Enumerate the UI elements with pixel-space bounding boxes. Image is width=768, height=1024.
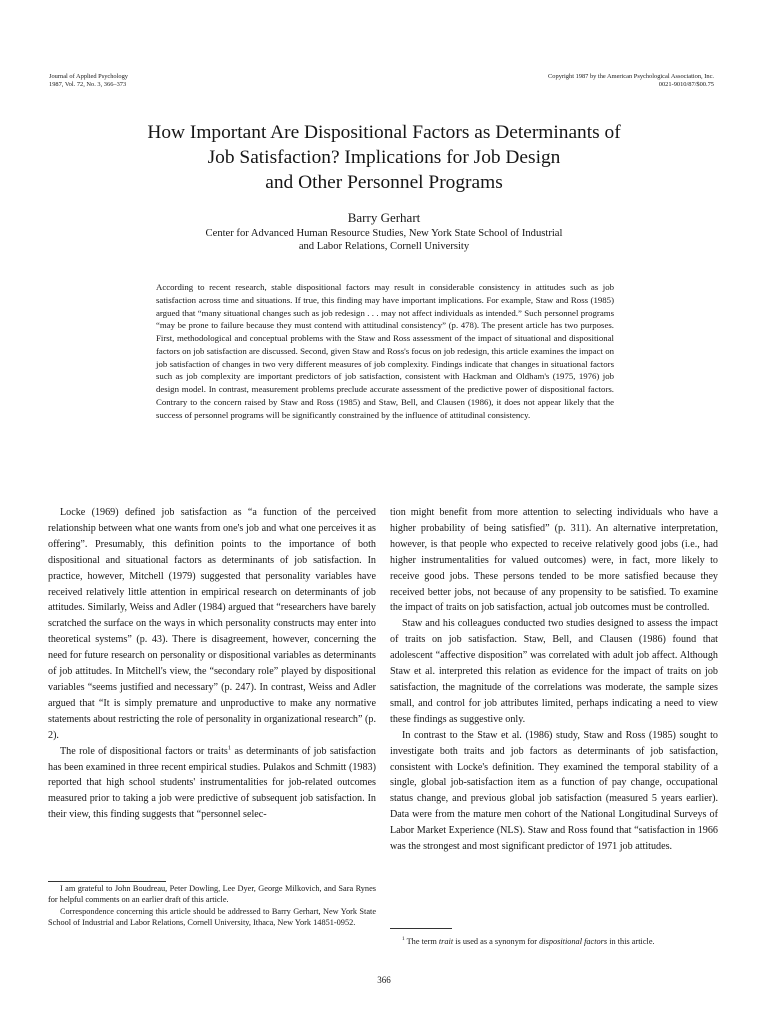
footnote-number: 1	[402, 936, 405, 943]
paragraph: Staw and his colleagues conducted two studies designed to assess the impact of traits on job satisfaction. Staw, Bell, and Clausen (1986) found that adolescent “affective disposition” was correlated with adult job affect. Although Staw et al. interpreted this relation as evidence for the impact of traits on job satisfaction, the magnitude of the correlations was moderate, the sample sizes small, and control for job attributes limited, perhaps indicating a need to view these findings as suggestive only.	[390, 618, 718, 725]
copyright-header	[548, 73, 714, 88]
correspondence-note: Correspondence concerning this article should be addressed to Barry Gerhart, New York State School of Industrial and Labor Relations, Cornell University, Ithaca, New York 14851-0952.	[48, 906, 376, 928]
affiliation-line-2: and Labor Relations, Cornell University	[298, 240, 470, 252]
issn-code: 0021-9010/87/$00.75	[658, 80, 714, 88]
article-title	[84, 120, 684, 195]
footnote-text-part: is used as a synonym for	[453, 937, 540, 946]
footnote-text-part: in this article.	[607, 937, 655, 946]
acknowledgment-note: I am grateful to John Boudreau, Peter Dowling, Lee Dyer, George Milkovich, and Sara Rynes for helpful comments on an earlier draft of this article.	[48, 884, 376, 905]
affiliation-line-1: Center for Advanced Human Resource Studies, New York State School of Industrial	[205, 228, 563, 239]
page-number: 366	[377, 975, 391, 985]
body-column-left	[48, 505, 376, 823]
title-line-2: Job Satisfaction? Implications for Job Design	[207, 147, 561, 168]
paragraph-text: as determinants of job satisfaction has been examined in three recent empirical studies. Pulakos and Schmitt (1983) reported that high school students' instrumentalities for job-related outcomes measured prior to taking a job were predictive of subsequent job satisfaction. In their view, this finding suggests that “personnel selec-	[48, 745, 376, 821]
journal-header	[49, 73, 128, 88]
footnote-text-part: The term	[404, 937, 439, 946]
paragraph: Locke (1969) defined job satisfaction as “a function of the perceived relationship between what one wants from one's job and what one perceives it as offering”. Presumably, this definition points to the importance of both dispositional and situational factors as determinants of job satisfaction. In practice, however, Mitchell (1979) suggested that personality variables have received relatively little attention in empirical research on determinants of job attitudes. Similarly, Weiss and Adler (1984) argued that “researchers have barely scratched the surface on the ways in which personality constructs may enter into theoretical systems” (p. 43). There is disagreement, however, concerning the need for future research on personality or dispositional variables as determinants of job attitudes. In Mitchell's view, the “secondary role” played by dispositional variables “seems justified and necessary” (p. 247). In contrast, Weiss and Adler argued that “It is simply premature and unproductive to make any normative statements about restricting the role of personality in organizational research” (p. 2).	[48, 507, 376, 741]
abstract: According to recent research, stable dispositional factors may result in considerable consistency in attitudes such as job satisfaction across time and situations. If true, this finding may have important implications. For example, Staw and Ross (1985) argued that “many situational changes such as job redesign . . . may not affect individuals as intended.” Such personnel programs “may be prone to failure because they must contend with attitudinal consistency” (p. 478). The present article has two purposes. First, methodological and conceptual problems with the Staw and Ross assessment of the impact of situational and dispositional factors on job satisfaction are discussed. Second, given Staw and Ross's focus on job redesign, this article examines the impact on job satisfaction of changes in two very different measures of job complexity. Findings indicate that changes in situational factors such as job complexity are important predictors of job satisfaction, consistent with Hackman and Oldham's (1975, 1976) job design model. In contrast, measurement problems preclude accurate assessment of the predictive power of dispositional factors. Contrary to the concern raised by Staw and Ross (1985) and Staw, Bell, and Clausen (1986), it does not appear likely that the success of personnel programs will be significantly constrained by the influence of attitudinal consistency.	[156, 282, 614, 420]
footnote-divider	[390, 928, 452, 929]
body-column-right	[390, 505, 718, 855]
paragraph	[48, 744, 376, 824]
author-name: Barry Gerhart	[347, 210, 421, 225]
footnote-1	[390, 936, 718, 947]
title-line-3: and Other Personnel Programs	[265, 172, 503, 193]
footnote-ref[interactable]: 1	[227, 744, 232, 752]
title-line-1: How Important Are Dispositional Factors as Determinants of	[147, 122, 621, 143]
footnote-term: dispositional factors	[539, 937, 608, 946]
author-affiliation	[154, 228, 614, 254]
copyright-notice: Copyright 1987 by the American Psychological Association, Inc.	[548, 73, 714, 80]
paragraph: In contrast to the Staw et al. (1986) study, Staw and Ross (1985) sought to investigate both traits and job factors as determinants of job satisfaction, consistent with Locke's definition. They examined the temporal stability of a single, global job-satisfaction item as a function of pay change, occupational status change, and previous global job satisfaction (measured 5 years earlier). Data were from the mature men cohort of the National Longitudinal Surveys of Labor Market Experience (NLS). Staw and Ross found that “satisfaction in 1966 was the strongest and most significant predictor of 1971 job attitudes.	[390, 729, 718, 853]
footnote-term: trait	[438, 937, 454, 946]
footnote-text	[390, 936, 718, 947]
paragraph: tion might benefit from more attention to selecting individuals who have a higher probability of being satisfied” (p. 311). An alternative interpretation, however, is that people who expected to receive relatively good jobs (i.e., had higher instrumentalities for valued outcomes) were, in fact, more likely to receive good jobs. These persons tended to be more satisfied because they received better jobs, not because of any propensity to be satisfied. To examine the impact of traits on job satisfaction, actual job outcomes must be controlled.	[390, 507, 718, 614]
footnote-divider	[48, 881, 166, 882]
paragraph-text: The role of dispositional factors or traits	[60, 745, 228, 757]
volume-info: 1987, Vol. 72, No. 3, 366–373	[49, 80, 127, 88]
author-note	[48, 883, 376, 929]
journal-name: Journal of Applied Psychology	[49, 73, 128, 80]
